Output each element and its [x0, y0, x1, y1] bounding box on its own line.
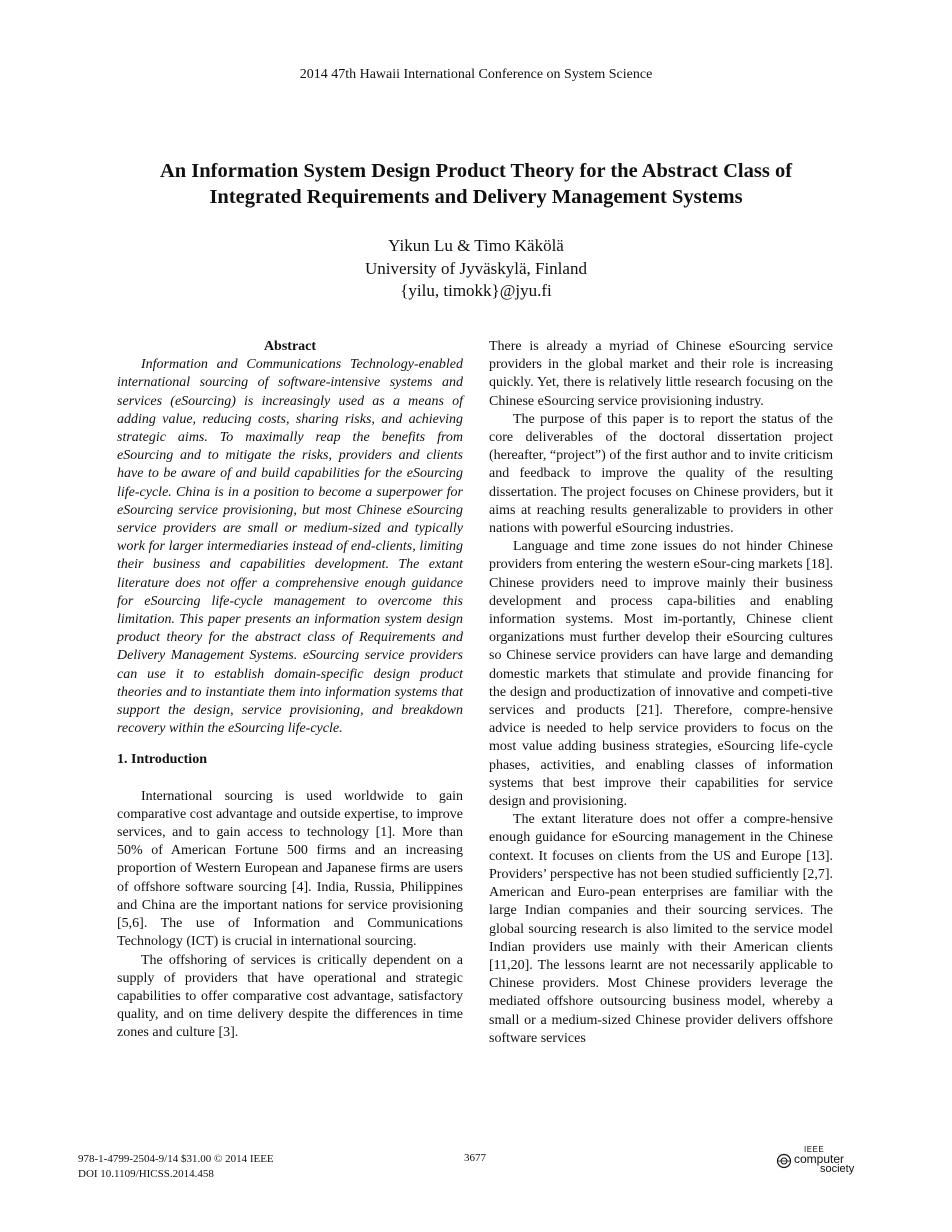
left-column	[117, 338, 463, 1043]
intro-paragraph-1: International sourcing is used worldwide to gain comparative cost advantage and outside expertise, to improve services, and to gain access to technology [1]. More than 50% of American Fortune 500 firms and an increasing proportion of Western European and Japanese firms are users of offshore software sourcing [4]. India, Russia, Philippines and China are the important nations for service provisioning [5,6]. The use of Information and Communications Technology (ICT) is crucial in international sourcing.	[117, 788, 463, 950]
title-line-1: An Information System Design Product Theory for the Abstract Class of	[159, 160, 793, 182]
ieee-computer-society-logo	[776, 1146, 866, 1178]
right-paragraph-4: The extant literature does not offer a compre-hensive enough guidance for eSourcing management in the Chinese context. It focuses on clients from the US and Europe [13]. Providers’ perspective has not been studied sufficiently [2,7]. American and Euro-pean enterprises are familiar with the large Indian companies and their sourcing services. The global sourcing research is also limited to the service model Indian providers use mainly with their American clients [11,20]. The lessons learnt are not necessarily applicable to Chinese providers. Most Chinese providers leverage the mediated offshore outsourcing business model, whereby a small or a medium-sized Chinese provider delivers offshore software services	[489, 812, 833, 1046]
introduction-heading: 1. Introduction	[117, 752, 207, 768]
author-email: {yilu, timokk}@jyu.fi	[400, 281, 552, 300]
abstract-text: Information and Communications Technology-enabled international sourcing of software-intensive systems and services (eSourcing) is increasingly used as a means of adding value, reducing costs, sharing risks, and achieving strategic aims. To maximally reap the benefits from eSourcing and to mitigate the risks, providers and clients have to be aware of and build capabilities for the eSourcing life-cycle. China is in a position to become a superpower for eSourcing service provisioning, but most Chinese eSourcing service providers are small or medium-sized and typically work for larger intermediaries instead of end-clients, limiting their business and capabilities development. The extant literature does not offer a comprehensive enough guidance for eSourcing life-cycle management to overcome this limitation. This paper presents an information system design product theory for the abstract class of Requirements and Delivery Management Systems. eSourcing service providers can use it to establish domain-specific design product theories and to instantiate them into information systems that support the design, service provisioning, and breakdown recovery within the eSourcing life-cycle.	[117, 357, 463, 737]
logo-ieee-text: IEEE	[804, 1145, 825, 1154]
right-column	[489, 338, 833, 1048]
logo-society-text: society	[820, 1163, 855, 1175]
footer-isbn: 978-1-4799-2504-9/14 $31.00 © 2014 IEEE	[78, 1153, 274, 1165]
right-paragraph-1: There is already a myriad of Chinese eSourcing service providers in the global market and their role is increasing quickly. Yet, there is relatively little research focusing on the Chinese eSourcing service provisioning industry.	[489, 339, 833, 409]
page-number: 3677	[464, 1152, 486, 1164]
author-affiliation: University of Jyväskylä, Finland	[365, 258, 587, 278]
paper-title	[100, 158, 852, 210]
author-block	[0, 235, 952, 303]
logo-computer-text: computer	[794, 1152, 845, 1166]
right-paragraph-3: Language and time zone issues do not hinder Chinese providers from entering the western eSour-cing markets [18]. Chinese providers need to improve mainly their business development and process capa-bilities and enabling information systems. Most im-portantly, Chinese client organizations must further develop their eSourcing cultures so Chinese service providers can have large and demanding domestic markets that stimulate and provide financing for the design and productization of innovative and competi-tive services and products [21]. Therefore, compre-hensive advice is needed to help service providers to focus on the most value adding business strategies, eSourcing life-cycle phases, activities, and enabling classes of information systems that best improve their capabilities for service design and provisioning.	[489, 539, 833, 810]
abstract-heading: Abstract	[263, 339, 317, 354]
conference-header: 2014 47th Hawaii International Conference on System Science	[299, 67, 653, 82]
footer-doi: DOI 10.1109/HICSS.2014.458	[78, 1168, 214, 1180]
right-paragraph-2: The purpose of this paper is to report the status of the core deliverables of the doctoral dissertation project (hereafter, “project”) of the first author and to invite criticism and feedback to improve the quality of the resulting dissertation. The project focuses on Chinese providers, but it aims at reaching results generalizable to providers in other nations with powerful eSourcing industries.	[489, 411, 833, 537]
computer-society-emblem-icon	[776, 1153, 792, 1169]
title-line-2: Integrated Requirements and Delivery Management Systems	[209, 186, 743, 208]
footer-copyright	[78, 1152, 274, 1182]
intro-paragraph-2: The offshoring of services is critically dependent on a supply of providers that have operational and strategic capabilities to offer comparative cost advantage, satisfactory quality, and on time delivery despite the differences in time zones and culture [3].	[117, 952, 463, 1041]
author-names: Yikun Lu & Timo Käkölä	[388, 236, 564, 255]
